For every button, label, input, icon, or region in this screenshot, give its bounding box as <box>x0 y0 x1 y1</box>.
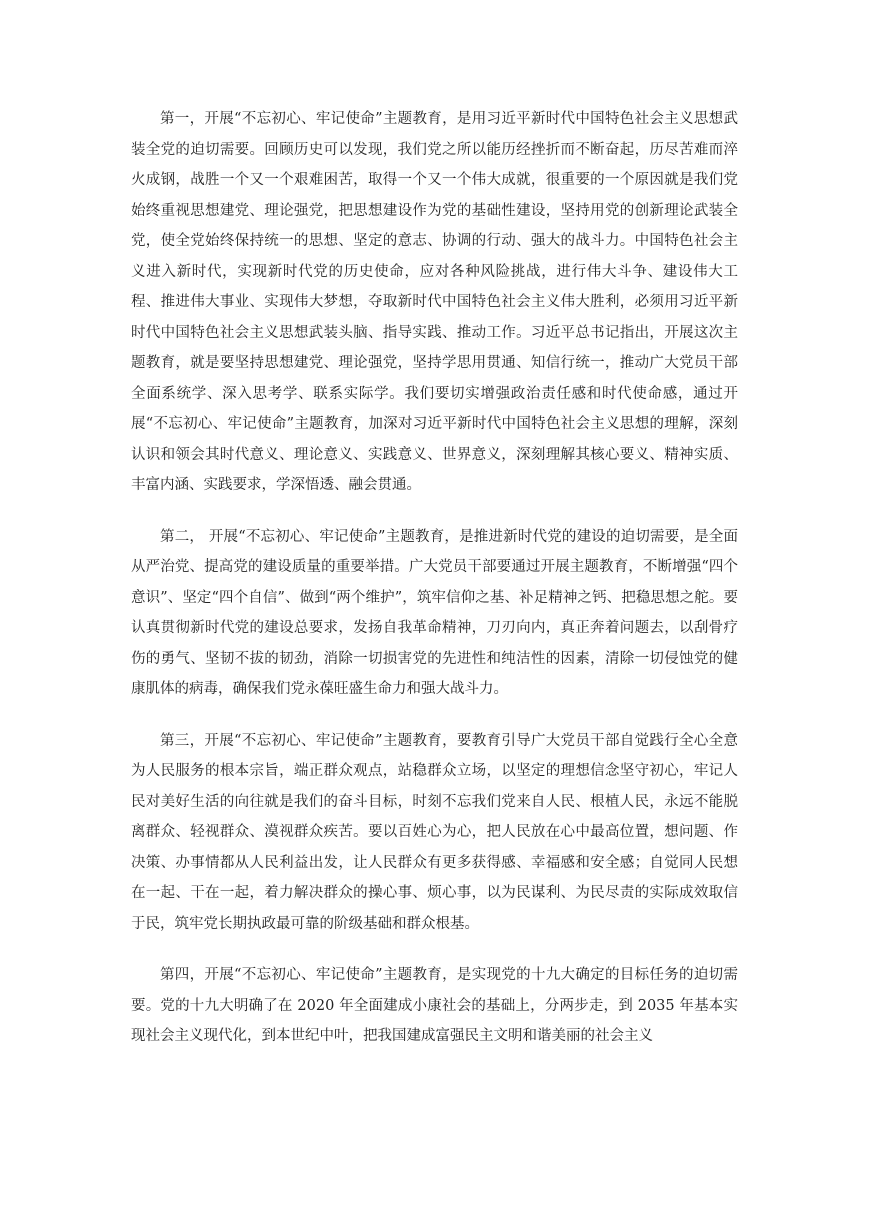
document-page <box>131 104 738 1073</box>
paragraph-2: 第二， 开展“不忘初心、牢记使命”主题教育，是推进新时代党的建设的迫切需要，是全面从严治党、提高党的建设质量的重要举措。广大党员干部要通过开展主题教育，不断增强“四个意识”、坚定“四个自信”、做到“两个维护”，筑牢信仰之基、补足精神之钙、把稳思想之舵。要认真贯彻新时代党的建设总要求，发扬自我革命精神，刀刃向内，真正奔着问题去，以刮骨疗伤的勇气、坚韧不拔的韧劲，消除一切损害党的先进性和纯洁性的因素，清除一切侵蚀党的健康肌体的病毒，确保我们党永葆旺盛生命力和强大战斗力。 <box>131 528 738 697</box>
paragraph-4: 第四，开展“不忘初心、牢记使命”主题教育，是实现党的十九大确定的目标任务的迫切需要。党的十九大明确了在 2020 年全面建成小康社会的基础上，分两步走，到 2035 年基本实现社会主义现代化，到本世纪中叶，把我国建成富强民主文明和谐美丽的社会主义 <box>131 967 738 1044</box>
paragraph-3: 第三，开展“不忘初心、牢记使命”主题教育，要教育引导广大党员干部自觉践行全心全意为人民服务的根本宗旨，端正群众观点，站稳群众立场，以坚定的理想信念坚守初心，牢记人民对美好生活的向往就是我们的奋斗目标，时刻不忘我们党来自人民、根植人民，永远不能脱离群众、轻视群众、漠视群众疾苦。要以百姓心为心，把人民放在心中最高位置，想问题、作决策、办事情都从人民利益出发，让人民群众有更多获得感、幸福感和安全感；自觉同人民想在一起、干在一起，着力解决群众的操心事、烦心事，以为民谋利、为民尽责的实际成效取信于民，筑牢党长期执政最可靠的阶级基础和群众根基。 <box>131 732 738 932</box>
paragraph-1: 第一，开展“不忘初心、牢记使命”主题教育，是用习近平新时代中国特色社会主义思想武装全党的迫切需要。回顾历史可以发现，我们党之所以能历经挫折而不断奋起，历尽苦难而淬火成钢，战胜一个又一个艰难困苦，取得一个又一个伟大成就，很重要的一个原因就是我们党始终重视思想建党、理论强党，把思想建设作为党的基础性建设，坚持用党的创新理论武装全党，使全党始终保持统一的思想、坚定的意志、协调的行动、强大的战斗力。中国特色社会主义进入新时代，实现新时代党的历史使命，应对各种风险挑战，进行伟大斗争、建设伟大工程、推进伟大事业、实现伟大梦想，夺取新时代中国特色社会主义伟大胜利，必须用习近平新时代中国特色社会主义思想武装头脑、指导实践、推动工作。习近平总书记指出，开展这次主题教育，就是要坚持思想建党、理论强党，坚持学思用贯通、知信行统一，推动广大党员干部全面系统学、深入思考学、联系实际学。我们要切实增强政治责任感和时代使命感，通过开展“不忘初心、牢记使命”主题教育，加深对习近平新时代中国特色社会主义思想的理解，深刻认识和领会其时代意义、理论意义、实践意义、世界意义，深刻理解其核心要义、精神实质、丰富内涵、实践要求，学深悟透、融会贯通。 <box>131 111 738 493</box>
